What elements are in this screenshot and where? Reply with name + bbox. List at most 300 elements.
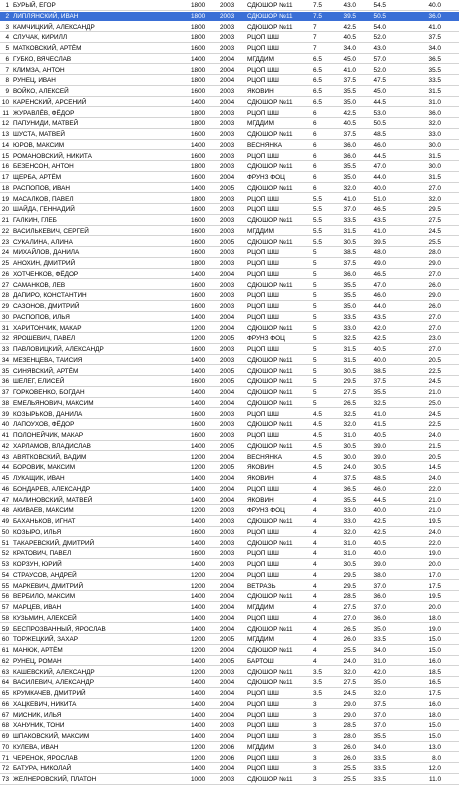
birth-year-cell: 2003 [220,34,235,42]
berger-cell: 20.0 [428,604,441,611]
player-name-cell: ЛИПЛЯНСКИЙ, ИВАН [13,12,79,20]
club-cell: РЦОП ШШ [247,432,279,439]
points-cell: 6 [313,184,317,192]
table-row[interactable] [0,227,459,237]
berger-cell: 16.0 [428,700,441,708]
player-name-cell: РОМАНОВСКИЙ, НИКИТА [13,152,92,160]
table-row[interactable] [0,23,459,33]
player-name-cell: БЕСПРОЗВАННЫЙ, ЯРОСЛАВ [13,625,106,633]
table-row[interactable] [0,388,459,398]
buchholz-cell: 25.5 [343,776,356,783]
player-name-cell: КРУМКАЧЕВ, ДМИТРИЙ [13,690,86,697]
rating-cell: 1400 [191,733,206,740]
table-row[interactable] [0,291,459,301]
birth-year-cell: 2004 [220,389,235,396]
club-cell: РЦОП ШШ [247,34,279,42]
player-name-cell: РАСПОПОВ, ИЛЬЯ [13,313,70,321]
rating-cell: 1400 [191,399,206,407]
berger-cell: 15.0 [428,636,441,644]
table-row[interactable] [0,678,459,688]
buchholz-cell: 33.0 [343,324,356,332]
berger-cell: 32.0 [428,120,441,128]
rank-cell: 33 [1,346,9,353]
buchholz-cell: 24.5 [343,690,356,697]
table-row[interactable] [0,689,459,699]
buchholz-total-cell: 37.5 [373,378,386,386]
table-row[interactable] [0,657,459,667]
berger-cell: 24.0 [428,432,441,439]
table-row[interactable] [0,216,459,226]
table-row[interactable] [0,474,459,484]
birth-year-cell: 2004 [220,690,235,697]
rank-cell: 23 [1,238,9,246]
club-cell: ФРУНЗ ФОЦ [247,335,285,343]
rating-cell: 1400 [191,55,206,63]
player-name-cell: ПОЛОНЕЙЧИК, МАКАР [13,432,84,439]
berger-cell: 22.0 [428,539,441,547]
table-row[interactable] [0,528,459,538]
rank-cell: 65 [1,690,9,697]
points-cell: 4 [313,539,317,547]
berger-cell: 35.5 [428,66,441,74]
rank-cell: 36 [1,378,9,386]
buchholz-total-cell: 42.5 [373,518,386,525]
table-row[interactable] [0,270,459,280]
buchholz-cell: 35.5 [343,163,356,171]
table-row[interactable] [0,399,459,409]
buchholz-cell: 35.0 [343,174,356,181]
table-row[interactable] [0,410,459,420]
points-cell: 4 [313,528,317,536]
buchholz-cell: 37.5 [343,260,356,267]
rating-cell: 1800 [191,23,206,31]
player-name-cell: ШУСТА, МАТВЕЙ [13,131,65,138]
birth-year-cell: 2004 [220,55,235,63]
club-cell: ЯКОВИН [247,475,274,482]
table-row[interactable] [0,109,459,119]
table-row[interactable] [0,496,459,506]
rating-cell: 1600 [191,410,206,418]
player-name-cell: СЛУЧАК, КИРИЛЛ [13,34,68,42]
birth-year-cell: 2003 [220,141,235,149]
club-cell: БАРТОШ [247,657,274,665]
rating-cell: 1400 [191,711,206,719]
table-row[interactable] [0,592,459,602]
birth-year-cell: 2006 [220,743,235,751]
table-row[interactable] [0,302,459,312]
birth-year-cell: 2004 [220,324,235,332]
buchholz-total-cell: 44.0 [373,303,386,310]
berger-cell: 29.5 [428,206,441,214]
berger-cell: 41.0 [428,23,441,31]
table-row[interactable] [0,539,459,549]
birth-year-cell: 2005 [220,184,235,192]
buchholz-total-cell: 37.0 [373,722,386,730]
points-cell: 6 [313,152,317,160]
buchholz-cell: 25.5 [343,647,356,654]
birth-year-cell: 2004 [220,399,235,407]
club-cell: СДЮШОР №11 [247,776,293,783]
table-row[interactable] [0,463,459,473]
berger-cell: 31.0 [428,98,441,106]
table-row[interactable] [0,517,459,527]
points-cell: 3.5 [313,679,322,687]
player-name-cell: ЯРОШЕВИЧ, ПАВЕЛ [13,335,76,343]
buchholz-total-cell: 47.5 [373,77,386,85]
club-cell: СДЮШОР №11 [247,367,293,375]
table-row[interactable] [0,281,459,291]
points-cell: 6.5 [313,88,322,95]
rating-cell: 1600 [191,281,206,289]
rank-cell: 34 [1,356,9,364]
rating-cell: 1200 [191,754,206,762]
table-row[interactable] [0,334,459,344]
birth-year-cell: 2003 [220,88,235,95]
rank-cell: 10 [1,98,9,106]
table-row[interactable] [0,603,459,613]
club-cell: РЦОП ШШ [247,313,279,321]
rank-cell: 8 [5,77,9,85]
rank-cell: 24 [1,249,9,257]
birth-year-cell: 2005 [220,238,235,246]
rating-cell: 1600 [191,238,206,246]
rank-cell: 21 [1,217,9,224]
points-cell: 7.5 [313,12,322,20]
points-cell: 3.5 [313,668,322,676]
player-name-cell: КАРЕНСКИЙ, АРСЕНИЙ [13,98,87,106]
table-row[interactable] [0,754,459,764]
table-row[interactable] [0,625,459,635]
table-row[interactable] [0,560,459,570]
buchholz-total-cell: 54.5 [373,2,386,9]
table-row[interactable] [0,711,459,721]
player-name-cell: ЛУКАЩИК, ИВАН [13,475,65,482]
birth-year-cell: 2004 [220,679,235,687]
player-name-cell: БЕЗЕНСОН, АНТОН [13,163,74,171]
buchholz-total-cell: 42.5 [373,528,386,536]
buchholz-cell: 32.0 [343,668,356,676]
rating-cell: 1600 [191,174,206,181]
buchholz-total-cell: 51.0 [373,195,386,203]
table-row[interactable] [0,173,459,183]
club-cell: МГДДИМ [247,604,274,611]
rank-cell: 47 [1,496,9,504]
rating-cell: 1800 [191,34,206,42]
table-row[interactable] [0,442,459,452]
points-cell: 5 [313,389,317,396]
table-row[interactable] [0,44,459,54]
points-cell: 7.5 [313,2,322,9]
rating-cell: 1400 [191,518,206,525]
table-row[interactable] [0,571,459,581]
buchholz-cell: 41.0 [343,66,356,74]
buchholz-cell: 29.5 [343,582,356,590]
table-row[interactable] [0,356,459,366]
buchholz-cell: 35.5 [343,281,356,289]
player-name-cell: ХАРЛАМОВ, ВЛАДИСЛАВ [13,442,91,450]
table-row[interactable] [0,345,459,355]
table-row[interactable] [0,431,459,441]
club-cell: РЦОП ШШ [247,690,279,697]
birth-year-cell: 2003 [220,303,235,310]
rank-cell: 40 [1,421,9,429]
buchholz-total-cell: 44.5 [373,98,386,106]
buchholz-cell: 31.5 [343,227,356,235]
birth-year-cell: 2004 [220,711,235,719]
rank-cell: 4 [5,34,9,42]
points-cell: 3 [313,743,317,751]
club-cell: СДЮШОР №11 [247,356,293,364]
berger-cell: 18.5 [428,668,441,676]
table-row[interactable] [0,582,459,592]
buchholz-total-cell: 36.0 [373,593,386,601]
buchholz-total-cell: 44.5 [373,152,386,160]
club-cell: МГДДИМ [247,227,274,235]
table-row[interactable] [0,238,459,248]
table-row[interactable] [0,162,459,172]
rating-cell: 1200 [191,507,206,515]
table-row[interactable] [0,184,459,194]
rating-cell: 1400 [191,141,206,149]
buchholz-cell: 24.0 [343,657,356,665]
buchholz-total-cell: 46.0 [373,292,386,300]
buchholz-total-cell: 41.0 [373,227,386,235]
birth-year-cell: 2003 [220,528,235,536]
buchholz-cell: 31.5 [343,356,356,364]
berger-cell: 19.0 [428,550,441,558]
table-row[interactable] [0,313,459,323]
table-row[interactable] [0,646,459,656]
table-row[interactable] [0,324,459,334]
buchholz-total-cell: 42.0 [373,668,386,676]
buchholz-total-cell: 36.0 [373,614,386,622]
buchholz-total-cell: 33.5 [373,636,386,644]
berger-cell: 40.0 [428,2,441,9]
berger-cell: 30.0 [428,141,441,149]
table-row[interactable] [0,743,459,753]
birth-year-cell: 2004 [220,604,235,611]
points-cell: 5 [313,292,317,300]
rank-cell: 5 [5,45,9,52]
birth-year-cell: 2003 [220,507,235,515]
buchholz-cell: 30.5 [343,442,356,450]
berger-cell: 33.5 [428,77,441,85]
birth-year-cell: 2004 [220,475,235,482]
table-row[interactable] [0,367,459,377]
birth-year-cell: 2003 [220,292,235,300]
table-row[interactable] [0,248,459,258]
table-row[interactable] [0,76,459,86]
rating-cell: 1400 [191,356,206,364]
table-row[interactable] [0,66,459,76]
player-name-cell: МАНЮК, АРТЁМ [13,647,63,654]
club-cell: РЦОП ШШ [247,195,279,203]
berger-cell: 27.0 [428,270,441,278]
points-cell: 5 [313,335,317,343]
buchholz-total-cell: 42.5 [373,335,386,343]
birth-year-cell: 2003 [220,421,235,429]
buchholz-total-cell: 42.0 [373,324,386,332]
player-name-cell: ШПАКОВСКИЙ, МАКСИМ [13,733,90,740]
birth-year-cell: 2005 [220,442,235,450]
table-row[interactable] [0,377,459,387]
berger-cell: 21.0 [428,389,441,396]
points-cell: 4.5 [313,453,322,461]
rating-cell: 1200 [191,453,206,461]
table-row[interactable] [0,549,459,559]
buchholz-cell: 30.5 [343,238,356,246]
birth-year-cell: 2005 [220,335,235,343]
club-cell: РЦОП ШШ [247,292,279,300]
table-row[interactable] [0,721,459,731]
rating-cell: 1600 [191,131,206,138]
rating-cell: 1600 [191,303,206,310]
buchholz-total-cell: 32.5 [373,399,386,407]
table-row[interactable] [0,775,459,785]
table-row[interactable] [0,764,459,774]
birth-year-cell: 2004 [220,625,235,633]
buchholz-cell: 27.5 [343,679,356,687]
buchholz-total-cell: 39.5 [373,238,386,246]
table-row[interactable] [0,141,459,151]
club-cell: РЦОП ШШ [247,249,279,257]
birth-year-cell: 2003 [220,539,235,547]
rating-cell: 1600 [191,292,206,300]
buchholz-cell: 29.0 [343,711,356,719]
berger-cell: 15.0 [428,647,441,654]
rank-cell: 57 [1,604,9,611]
rank-cell: 27 [1,281,9,289]
rank-cell: 54 [1,571,9,579]
points-cell: 5 [313,367,317,375]
club-cell: ВЕСНЯНКА [247,141,282,149]
points-cell: 6 [313,174,317,181]
buchholz-total-cell: 46.0 [373,485,386,493]
table-row-selected[interactable] [0,12,459,22]
points-cell: 6.5 [313,55,322,63]
club-cell: ВЕТРАЗЬ [247,582,276,590]
points-cell: 6.5 [313,66,322,74]
player-name-cell: МАЛИНОВСКИЙ, МАТВЕЙ [13,496,93,504]
player-name-cell: МИХАЙЛОВ, ДАНИЛА [13,249,80,257]
table-row[interactable] [0,205,459,215]
berger-cell: 27.0 [428,313,441,321]
birth-year-cell: 2005 [220,378,235,386]
table-row[interactable] [0,1,459,11]
club-cell: РЦОП ШШ [247,206,279,214]
buchholz-cell: 36.0 [343,141,356,149]
club-cell: СДЮШОР №11 [247,23,293,31]
rating-cell: 1200 [191,743,206,751]
buchholz-cell: 27.0 [343,614,356,622]
table-row[interactable] [0,259,459,269]
buchholz-cell: 32.5 [343,410,356,418]
club-cell: РЦОП ШШ [247,66,279,74]
buchholz-total-cell: 50.5 [373,12,386,20]
table-row[interactable] [0,152,459,162]
table-row[interactable] [0,87,459,97]
buchholz-total-cell: 46.0 [373,141,386,149]
table-row[interactable] [0,33,459,43]
buchholz-total-cell: 46.5 [373,206,386,214]
table-row[interactable] [0,732,459,742]
table-row[interactable] [0,485,459,495]
table-row[interactable] [0,453,459,463]
table-row[interactable] [0,700,459,710]
buchholz-cell: 37.5 [343,475,356,482]
table-row[interactable] [0,506,459,516]
rank-cell: 68 [1,722,9,730]
rating-cell: 1400 [191,367,206,375]
player-name-cell: ПАВЛОВИЦКИЙ, АЛЕКСАНДР [13,346,104,353]
table-row[interactable] [0,420,459,430]
berger-cell: 32.0 [428,195,441,203]
buchholz-total-cell: 43.5 [373,217,386,224]
rank-cell: 67 [1,711,9,719]
berger-cell: 37.5 [428,34,441,42]
berger-cell: 22.0 [428,485,441,493]
rating-cell: 1400 [191,690,206,697]
player-name-cell: КАМЧИЦКИЙ, АЛЕКСАНДР [13,23,95,31]
buchholz-total-cell: 43.5 [373,313,386,321]
buchholz-total-cell: 31.0 [373,657,386,665]
rating-cell: 1400 [191,561,206,568]
club-cell: СДЮШОР №11 [247,668,293,676]
rank-cell: 48 [1,507,9,515]
table-row[interactable] [0,668,459,678]
buchholz-cell: 32.0 [343,528,356,536]
buchholz-cell: 35.5 [343,88,356,95]
buchholz-total-cell: 50.5 [373,120,386,128]
birth-year-cell: 2005 [220,636,235,644]
birth-year-cell: 2003 [220,432,235,439]
rank-cell: 69 [1,733,9,740]
birth-year-cell: 2004 [220,582,235,590]
buchholz-cell: 26.5 [343,399,356,407]
points-cell: 5 [313,324,317,332]
berger-cell: 17.5 [428,690,441,697]
table-row[interactable] [0,195,459,205]
player-name-cell: ХАЦКЕВИЧ, НИКИТА [13,700,77,708]
club-cell: ФРУНЗ ФОЦ [247,174,285,181]
birth-year-cell: 2004 [220,765,235,773]
player-name-cell: КУЗЬМИН, АЛЕКСЕЙ [13,614,77,622]
buchholz-total-cell: 38.5 [373,367,386,375]
table-row[interactable] [0,98,459,108]
player-name-cell: КОРЗУН, ЮРИЙ [13,561,62,568]
rank-cell: 50 [1,528,9,536]
rank-cell: 13 [1,131,9,138]
table-row[interactable] [0,635,459,645]
birth-year-cell: 2003 [220,550,235,558]
buchholz-cell: 36.0 [343,152,356,160]
club-cell: МГДДИМ [247,55,274,63]
table-row[interactable] [0,119,459,129]
player-name-cell: АНОХИН, ДМИТРИЙ [13,260,76,267]
table-row[interactable] [0,55,459,65]
buchholz-cell: 31.0 [343,432,356,439]
table-row[interactable] [0,614,459,624]
club-cell: ЯКОВИН [247,496,274,504]
berger-cell: 8.0 [432,754,441,762]
club-cell: СДЮШОР №11 [247,163,293,171]
table-row[interactable] [0,130,459,140]
points-cell: 5 [313,281,317,289]
player-name-cell: ЕМЕЛЬЯНОВИЧ, МАКСИМ [13,399,94,407]
berger-cell: 24.5 [428,410,441,418]
player-name-cell: КУЛЕВА, ИВАН [13,743,59,751]
buchholz-total-cell: 46.5 [373,270,386,278]
